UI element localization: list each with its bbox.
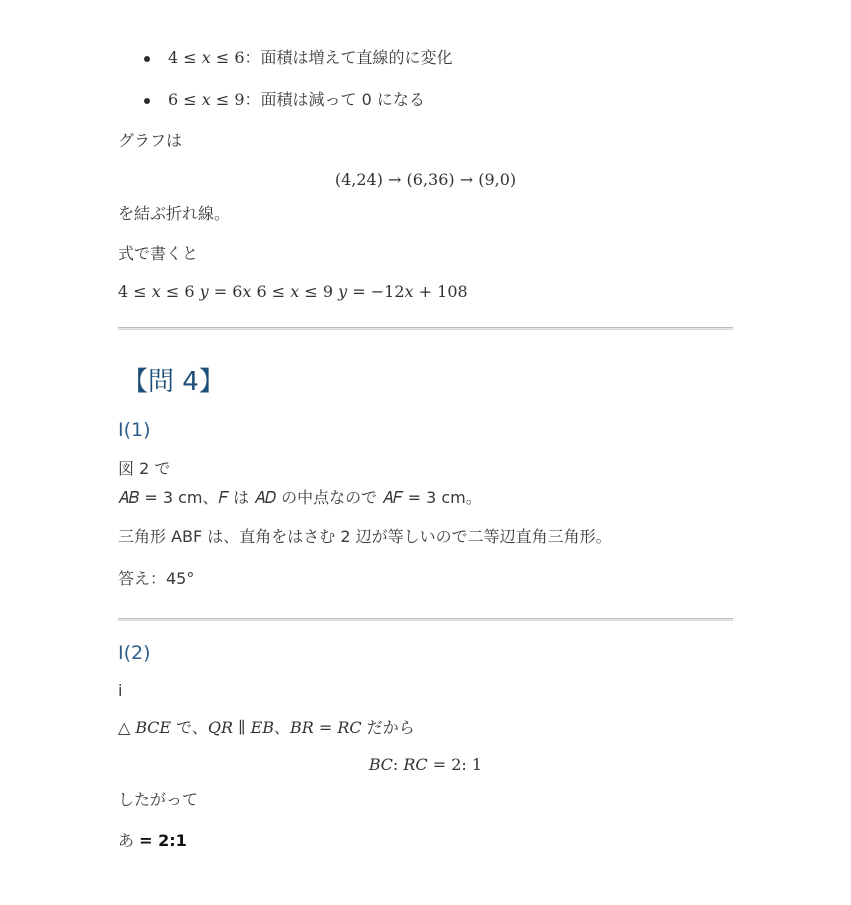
part1-line2: 𝐴𝐵 = 3 cm、𝐹 は 𝐴𝐷 の中点なので 𝐴𝐹 = 3 cm。 bbox=[118, 488, 482, 507]
bullet-text: ：面積は減って 0 になる bbox=[244, 90, 425, 109]
part2-line1: △ 𝐵𝐶𝐸 で、𝑄𝑅 ∥ 𝐸𝐵、𝐵𝑅 = 𝑅𝐶 だから bbox=[118, 718, 415, 737]
graph-points-equation: (4,24) → (6,36) → (9,0) bbox=[334, 170, 517, 189]
part1-answer: 答え：45° bbox=[118, 569, 195, 588]
bullet-dot bbox=[144, 98, 150, 104]
part1-line1: 図 2 で bbox=[118, 459, 171, 478]
bullet-text: ：面積は増えて直線的に変化 bbox=[244, 48, 453, 67]
formula-intro: 式で書くと bbox=[118, 244, 199, 263]
graph-intro: グラフは bbox=[118, 131, 183, 150]
bullet-range: 6 ≤ 𝑥 ≤ 9 bbox=[168, 90, 245, 109]
formula-line: 4 ≤ 𝑥 ≤ 6 𝑦 = 6𝑥 6 ≤ 𝑥 ≤ 9 𝑦 = −12𝑥 + 108 bbox=[118, 282, 468, 301]
part-heading: Ⅰ(2) bbox=[118, 642, 151, 664]
section-divider bbox=[118, 618, 733, 621]
bullet-item bbox=[168, 90, 425, 110]
graph-outro: を結ぶ折れ線。 bbox=[118, 204, 231, 223]
question-heading: 【問 4】 bbox=[122, 367, 225, 397]
section-divider bbox=[118, 327, 733, 330]
answer-value: = 2:1 bbox=[139, 831, 187, 850]
bullet-range: 4 ≤ 𝑥 ≤ 6 bbox=[168, 48, 245, 67]
answer-label: あ bbox=[118, 831, 135, 850]
part-heading: Ⅰ(1) bbox=[118, 419, 151, 441]
part1-line3: 三角形 ABF は、直角をはさむ 2 辺が等しいので二等辺直角三角形。 bbox=[118, 527, 612, 546]
bullet-item bbox=[168, 48, 453, 68]
ratio-equation: 𝐵𝐶: 𝑅𝐶 = 2: 1 bbox=[368, 755, 483, 774]
part2-line2: したがって bbox=[118, 790, 199, 809]
part2-sub-label: i bbox=[118, 681, 123, 700]
part2-answer bbox=[118, 831, 187, 851]
bullet-dot bbox=[144, 56, 150, 62]
